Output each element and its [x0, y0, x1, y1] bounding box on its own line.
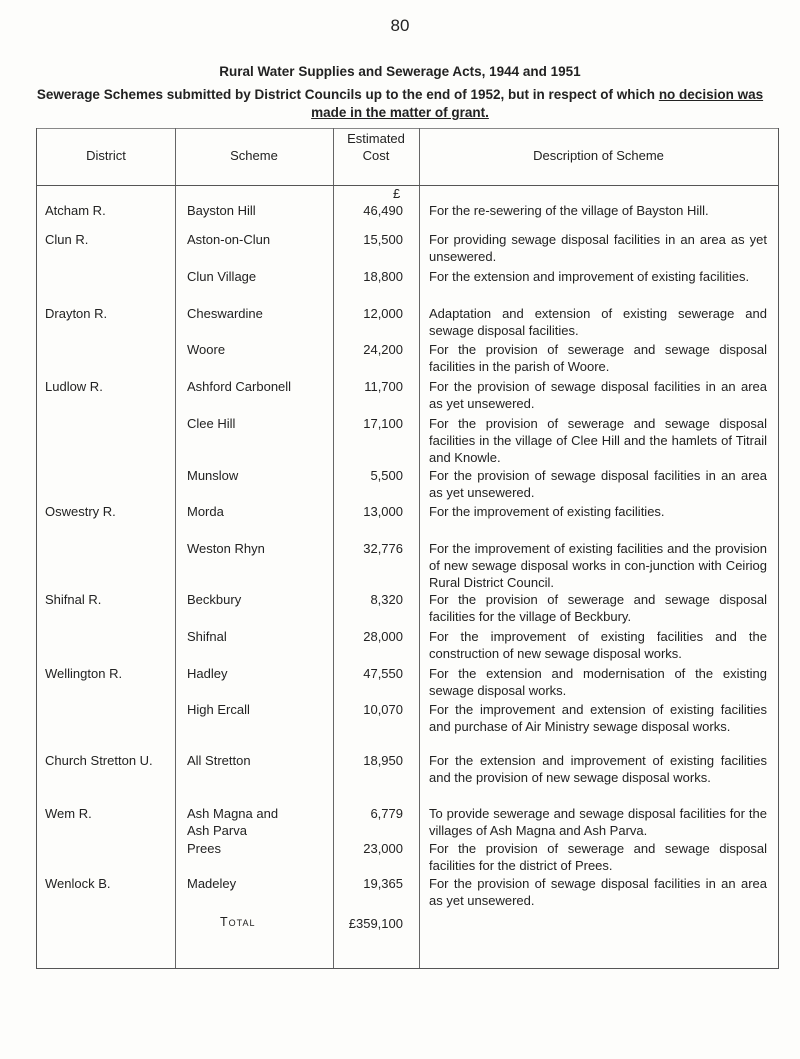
- cell-description: For the extension and improvement of existing facilities.: [429, 269, 750, 284]
- currency-symbol: £: [393, 186, 401, 201]
- cell-scheme: Clee Hill: [187, 416, 236, 431]
- cell-district: Wellington R.: [45, 666, 123, 681]
- header-district: District: [86, 148, 126, 163]
- cell-scheme: Weston Rhyn: [187, 541, 265, 556]
- cell-cost: 17,100: [363, 416, 403, 431]
- cell-description: For the extension and improvement of existing facilities and the provision of new sewage disposal works.: [429, 753, 767, 785]
- cell-cost: 18,800: [363, 269, 403, 284]
- cell-description: For providing sewage disposal facilities in an area as yet unsewered.: [429, 232, 767, 264]
- cell-cost: 12,000: [363, 306, 403, 321]
- cell-scheme: Hadley: [187, 666, 228, 681]
- cell-scheme: Prees: [187, 841, 221, 856]
- total-value: £359,100: [348, 916, 403, 931]
- column-divider: [175, 128, 176, 968]
- cell-scheme: Bayston Hill: [187, 203, 256, 218]
- cell-description: For the improvement and extension of existing facilities and purchase of Air Ministry sewage disposal works.: [429, 702, 767, 734]
- cell-description: For the re-sewering of the village of Bayston Hill.: [429, 203, 709, 218]
- cell-cost: 5,500: [370, 468, 403, 483]
- total-label: Total: [220, 915, 256, 929]
- cell-cost: 46,490: [363, 203, 403, 218]
- subtitle-text: Sewerage Schemes submitted by District Councils up to the end of 1952, but in respect of which: [36, 87, 656, 102]
- cell-district: Oswestry R.: [45, 504, 116, 519]
- column-divider: [333, 128, 334, 968]
- cell-cost: 24,200: [363, 342, 403, 357]
- cell-cost: 8,320: [370, 592, 403, 607]
- cell-cost: 47,550: [363, 666, 403, 681]
- cell-scheme: Woore: [187, 342, 226, 357]
- cell-description: For the provision of sewage disposal facilities in an area as yet unsewered.: [429, 468, 767, 500]
- cell-cost: 15,500: [363, 232, 403, 247]
- cell-description: For the improvement of existing facilities and the construction of new sewage disposal works.: [429, 629, 767, 661]
- schemes-table: [36, 128, 779, 969]
- cell-district: Church Stretton U.: [45, 753, 153, 768]
- column-divider: [419, 128, 420, 968]
- cell-description: To provide sewerage and sewage disposal facilities for the villages of Ash Magna and Ash Parva.: [429, 806, 767, 838]
- cell-cost: 13,000: [363, 504, 403, 519]
- cell-district: Atcham R.: [45, 203, 106, 218]
- cell-cost: 28,000: [363, 629, 403, 644]
- subtitle-underlined-text: no decision was made in the matter of grant.: [311, 87, 764, 120]
- cell-district: Wem R.: [45, 806, 92, 821]
- cell-scheme: Munslow: [187, 468, 239, 483]
- cell-cost: 18,950: [363, 753, 403, 768]
- page-title: Rural Water Supplies and Sewerage Acts, 1944 and 1951: [219, 64, 581, 79]
- header-description: Description of Scheme: [533, 148, 664, 163]
- cell-scheme: Aston-on-Clun: [187, 232, 271, 247]
- cell-description: For the provision of sewerage and sewage disposal facilities in the village of Clee Hill and the hamlets of Titrail and Knowle.: [429, 416, 767, 465]
- page-number: 80: [390, 16, 410, 35]
- cell-description: For the provision of sewerage and sewage disposal facilities for the village of Beckbury.: [429, 592, 767, 624]
- cell-district: Shifnal R.: [45, 592, 102, 607]
- cell-description: For the provision of sewage disposal facilities in an area as yet unsewered.: [429, 379, 767, 411]
- table-top-rule: [37, 128, 778, 129]
- cell-description: For the provision of sewerage and sewage disposal facilities in the parish of Woore.: [429, 342, 767, 374]
- cell-scheme: Clun Village: [187, 269, 257, 284]
- cell-cost: 11,700: [364, 379, 403, 394]
- cell-district: Drayton R.: [45, 306, 108, 321]
- header-rule: [37, 185, 778, 186]
- cell-scheme: Cheswardine: [187, 306, 263, 321]
- cell-cost: 19,365: [363, 876, 403, 891]
- cell-scheme: High Ercall: [187, 702, 250, 717]
- cell-description: For the extension and modernisation of the existing sewage disposal works.: [429, 666, 767, 698]
- header-cost-line2: Cost: [362, 148, 390, 163]
- cell-scheme: Ashford Carbonell: [187, 379, 292, 394]
- cell-scheme: Morda: [187, 504, 224, 519]
- cell-cost: 23,000: [363, 841, 403, 856]
- page-subtitle: [30, 86, 770, 122]
- cell-cost: 10,070: [363, 702, 403, 717]
- cell-cost: 32,776: [363, 541, 403, 556]
- cell-scheme: Shifnal: [187, 629, 227, 644]
- cell-scheme: All Stretton: [187, 753, 251, 768]
- cell-description: For the provision of sewerage and sewage disposal facilities for the district of Prees.: [429, 841, 767, 873]
- header-scheme: Scheme: [230, 148, 278, 163]
- cell-district: Ludlow R.: [45, 379, 103, 394]
- cell-description: For the improvement of existing facilities and the provision of new sewage disposal works in con-junction with Ceiriog Rural District Council.: [429, 541, 767, 590]
- cell-description: For the provision of sewage disposal facilities in an area as yet unsewered.: [429, 876, 767, 908]
- cell-description: Adaptation and extension of existing sewerage and sewage disposal facilities.: [429, 306, 767, 338]
- cell-district: Wenlock B.: [45, 876, 111, 891]
- cell-scheme: Madeley: [187, 876, 237, 891]
- cell-description: For the improvement of existing facilities.: [429, 504, 665, 519]
- cell-scheme: Beckbury: [187, 592, 242, 607]
- header-cost-line1: Estimated: [347, 131, 405, 146]
- cell-cost: 6,779: [370, 806, 403, 821]
- cell-scheme: Ash Magna and Ash Parva: [187, 806, 279, 838]
- cell-district: Clun R.: [45, 232, 89, 247]
